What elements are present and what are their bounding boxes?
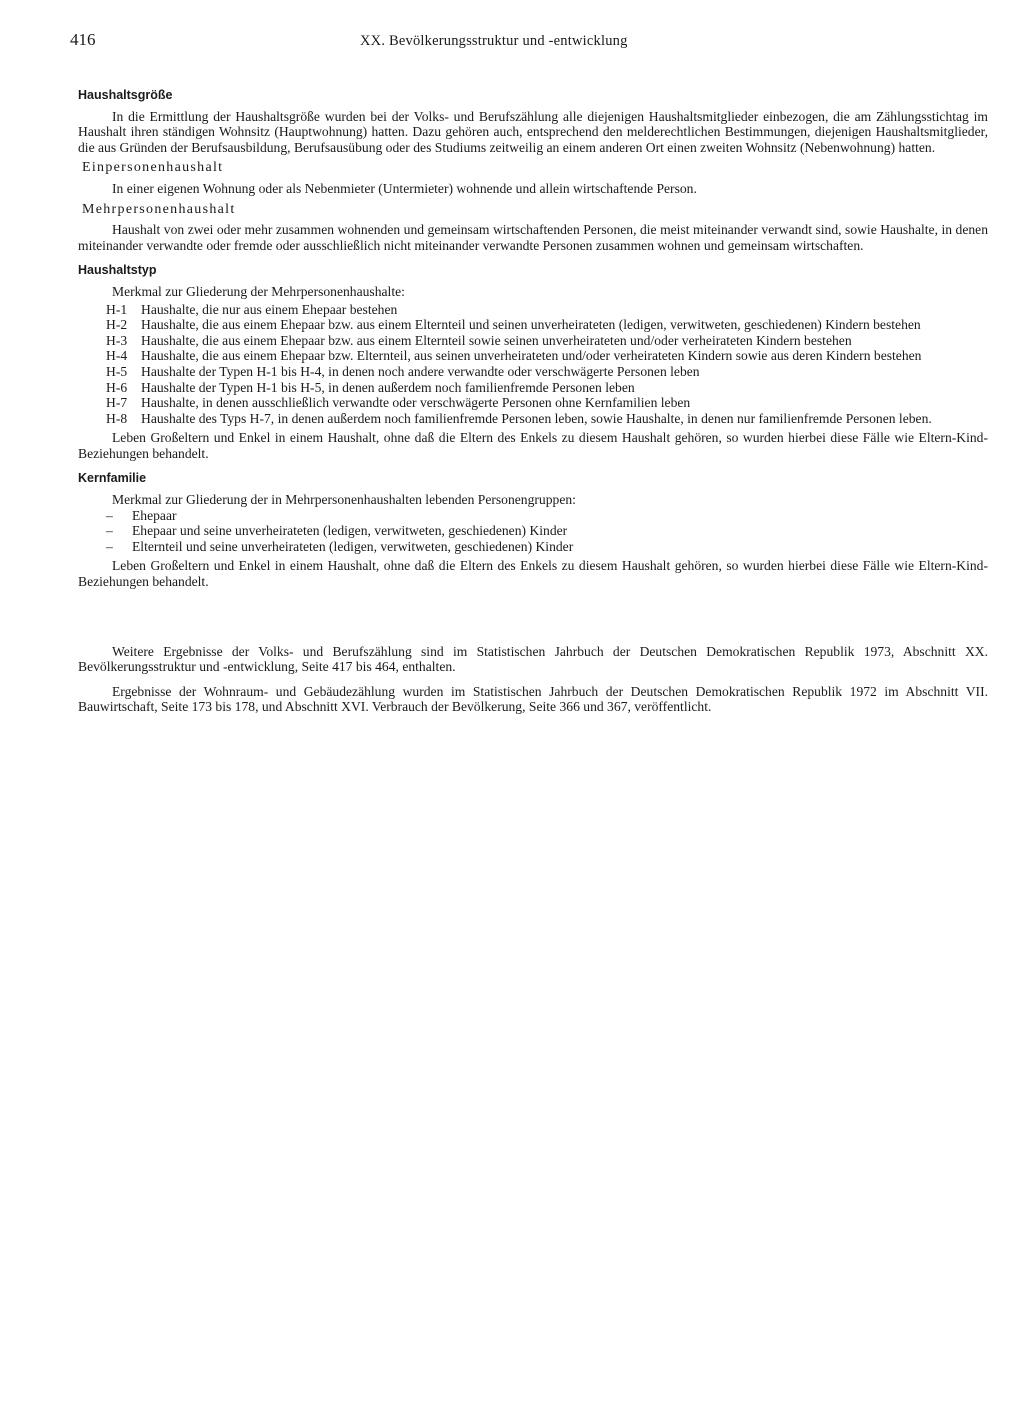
- nuclear-family-list: [106, 508, 988, 555]
- section-haushaltstyp: [78, 263, 988, 461]
- household-type-list: [106, 302, 988, 427]
- dash-bullet: –: [106, 523, 113, 539]
- type-code: H-1: [106, 301, 128, 317]
- type-description: Haushalte, die aus einem Ehepaar bzw. aus einem Elternteil und seinen unverheirateten (ledigen, verwitweten, geschiedenen) Kindern bestehen: [141, 317, 921, 333]
- paragraph-haushaltstyp-note: Leben Großeltern und Enkel in einem Haushalt, ohne daß die Eltern des Enkels zu diesem Haushalt gehören, so wurden hierbei diese Fälle wie Eltern-Kind-Beziehungen behandelt.: [78, 430, 988, 461]
- list-item: [106, 508, 988, 524]
- section-haushaltsgroesse: [78, 88, 988, 253]
- list-item: [106, 317, 988, 333]
- paragraph-closing-1: Weitere Ergebnisse der Volks- und Berufszählung sind im Statistischen Jahrbuch der Deutschen Demokratischen Republik 1973, Abschnitt XX. Bevölkerungsstruktur und -entwicklung, Seite 417 bis 464, enthalten.: [78, 643, 988, 675]
- list-item: [106, 523, 988, 539]
- type-description: Haushalte der Typen H-1 bis H-5, in denen außerdem noch familienfremde Personen leben: [141, 379, 635, 395]
- page-header: [70, 30, 988, 56]
- subsection-title-einpersonenhaushalt: Einpersonenhaushalt: [82, 160, 224, 176]
- paragraph-mehrpersonenhaushalt: Haushalt von zwei oder mehr zusammen wohnenden und gemeinsam wirtschaftenden Personen, die meist miteinander verwandt sind, sowie Haushalte, in denen miteinander verwandte oder fremde oder ausschließlich nicht miteinander verwandte Personen zusammen wohnen und gemeinsam wirtschaften.: [78, 222, 988, 253]
- list-item: [106, 333, 988, 349]
- type-code: H-2: [106, 317, 128, 333]
- list-item: [106, 539, 988, 555]
- list-item: [106, 302, 988, 318]
- list-item: [106, 364, 988, 380]
- paragraph-kernfamilie-intro: Merkmal zur Gliederung der in Mehrpersonenhaushalten lebenden Personengruppen:: [112, 492, 576, 508]
- dash-bullet: –: [106, 507, 113, 523]
- paragraph-haushaltstyp-intro: Merkmal zur Gliederung der Mehrpersonenhaushalte:: [112, 283, 405, 299]
- section-kernfamilie: [78, 471, 988, 589]
- type-description: Haushalte der Typen H-1 bis H-4, in denen noch andere verwandte oder verschwägerte Personen leben: [141, 363, 700, 379]
- paragraph-kernfamilie-note: Leben Großeltern und Enkel in einem Haushalt, ohne daß die Eltern des Enkels zu diesem Haushalt gehören, so wurden hierbei diese Fälle wie Eltern-Kind-Beziehungen behandelt.: [78, 558, 988, 590]
- type-code: H-7: [106, 395, 128, 411]
- type-code: H-5: [106, 363, 128, 379]
- list-item: [106, 348, 988, 364]
- list-item: [106, 411, 988, 427]
- type-code: H-6: [106, 379, 128, 395]
- list-item-text: Ehepaar: [132, 507, 177, 523]
- closing-notes: [78, 644, 988, 715]
- paragraph-einpersonenhaushalt: In einer eigenen Wohnung oder als Nebenmieter (Untermieter) wohnende und allein wirtschaftende Person.: [112, 180, 697, 196]
- list-item: [106, 395, 988, 411]
- paragraph-haushaltsgroesse: In die Ermittlung der Haushaltsgröße wurden bei der Volks- und Berufszählung alle diejenigen Haushaltsmitglieder einbezogen, die am Zählungsstichtag im Haushalt ihren ständigen Wohnsitz (Hauptwohnung) hatten. Dazu gehören auch, entsprechend den melderechtlichen Bestimmungen, diejenigen Haushaltsmitglieder, die aus Gründen der Berufsausbildung, Berufsausübung oder des Studiums zeitweilig an einem anderen Ort einen zweiten Wohnsitz (Nebenwohnung) hatten.: [78, 108, 988, 155]
- section-title-haushaltstyp: Haushaltstyp: [78, 263, 157, 278]
- running-head: XX. Bevölkerungsstruktur und -entwicklung: [360, 33, 628, 49]
- list-item-text: Elternteil und seine unverheirateten (ledigen, verwitweten, geschiedenen) Kinder: [132, 538, 574, 554]
- type-code: H-3: [106, 332, 128, 348]
- list-item: [106, 380, 988, 396]
- dash-bullet: –: [106, 538, 113, 554]
- section-title-kernfamilie: Kernfamilie: [78, 471, 147, 486]
- subsection-title-mehrpersonenhaushalt: Mehrpersonenhaushalt: [82, 201, 236, 217]
- section-title-haushaltsgroesse: Haushaltsgröße: [78, 88, 173, 102]
- type-description: Haushalte, in denen ausschließlich verwandte oder verschwägerte Personen ohne Kernfamilien leben: [141, 395, 691, 411]
- list-item-text: Ehepaar und seine unverheirateten (ledigen, verwitweten, geschiedenen) Kinder: [132, 523, 568, 539]
- type-code: H-4: [106, 348, 128, 364]
- paragraph-closing-2: Ergebnisse der Wohnraum- und Gebäudezählung wurden im Statistischen Jahrbuch der Deutschen Demokratischen Republik 1972 im Abschnitt VII. Bauwirtschaft, Seite 173 bis 178, und Abschnitt XVI. Verbrauch der Bevölkerung, Seite 366 und 367, veröffentlicht.: [78, 683, 988, 715]
- type-description: Haushalte, die aus einem Ehepaar bzw. Elternteil, aus seinen unverheirateten und/oder verheirateten Kindern sowie aus deren Kindern bestehen: [141, 348, 922, 364]
- type-description: Haushalte, die nur aus einem Ehepaar bestehen: [141, 301, 398, 317]
- type-description: Haushalte des Typs H-7, in denen außerdem noch familienfremde Personen leben, sowie Haushalte, in denen nur familienfremde Personen leben.: [141, 410, 932, 426]
- type-description: Haushalte, die aus einem Ehepaar bzw. aus einem Elternteil sowie seinen unverheirateten und/oder verheirateten Kindern bestehen: [141, 332, 852, 348]
- page-number: 416: [70, 30, 96, 49]
- type-code: H-8: [106, 410, 128, 426]
